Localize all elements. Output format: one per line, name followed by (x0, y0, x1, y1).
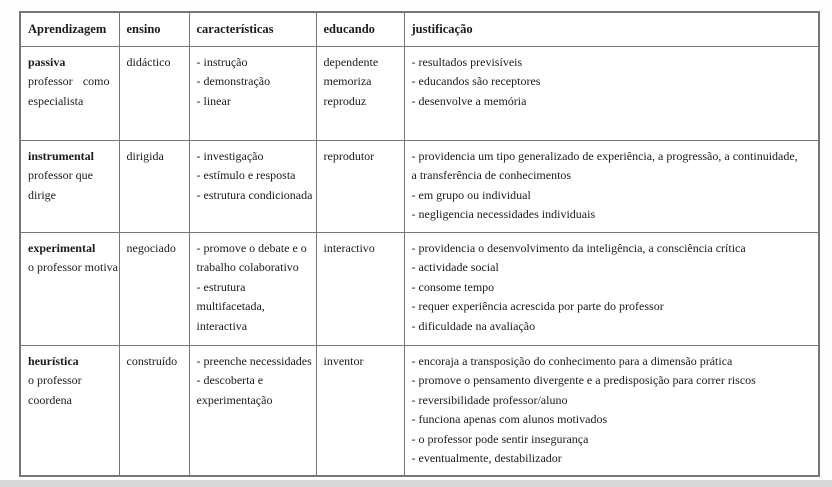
cell-ensino (119, 345, 189, 476)
column-header-ensino: ensino (119, 12, 189, 46)
cell-line: experimentação (196, 392, 273, 407)
cell-justificacao (404, 345, 819, 476)
column-header-caracteristicas: características (189, 12, 316, 46)
cell-line: - requer experiência acrescida por parte do professor (411, 299, 664, 313)
cell-educando (316, 345, 404, 476)
cell-aprendizagem (20, 232, 119, 345)
cell-aprendizagem (20, 140, 119, 232)
cell-line: didáctico (126, 54, 171, 69)
cell-line: - educandos são receptores (411, 74, 541, 88)
cell-line: reprodutor (323, 148, 375, 163)
cell-caracteristicas (189, 140, 316, 232)
cell-aprendizagem (20, 345, 119, 476)
cell-line: - promove o debate e o (196, 240, 307, 255)
cell-line: construído (126, 353, 178, 368)
cell-line: - resultados previsíveis (411, 54, 523, 69)
cell-line: experimental (28, 240, 96, 255)
cell-caracteristicas (189, 232, 316, 345)
cell-line: negociado (126, 240, 176, 255)
cell-line: - actividade social (411, 260, 499, 274)
cell-line: - descoberta e (196, 373, 264, 387)
table-header (20, 12, 819, 46)
cell-line: trabalho colaborativo (196, 260, 299, 274)
cell-line: - providencia um tipo generalizado de experiência, a progressão, a continuidade, (411, 148, 798, 163)
column-header-aprendizagem: Aprendizagem (20, 12, 119, 46)
cell-line: - promove o pensamento divergente e a predisposição para correr riscos (411, 373, 756, 387)
cell-line: - linear (196, 93, 231, 108)
cell-line: coordena (28, 392, 72, 407)
cell-line: - dificuldade na avaliação (411, 318, 536, 333)
cell-line: - estrutura condicionada (196, 187, 313, 202)
cell-justificacao (404, 46, 819, 140)
cell-line: - o professor pode sentir insegurança (411, 431, 589, 446)
table-body (20, 46, 819, 476)
cell-educando (316, 232, 404, 345)
table-row (20, 46, 819, 140)
cell-line: multifacetada, (196, 299, 265, 313)
cell-line: interactiva (196, 318, 248, 333)
cell-line: inventor (323, 353, 364, 368)
cell-line: - encoraja a transposição do conhecimento para a dimensão prática (411, 353, 733, 368)
cell-caracteristicas (189, 345, 316, 476)
cell-educando (316, 140, 404, 232)
cell-line: - em grupo ou individual (411, 187, 531, 202)
cell-line: memoriza (323, 74, 372, 88)
cell-line: especialista (28, 93, 84, 108)
cell-line: - reversibilidade professor/aluno (411, 392, 568, 407)
cell-line: dependente (323, 54, 379, 69)
cell-ensino (119, 46, 189, 140)
cell-line: o professor (28, 373, 82, 387)
table-row (20, 140, 819, 232)
cell-justificacao (404, 232, 819, 345)
cell-line: - providencia o desenvolvimento da inteligência, a consciência crítica (411, 240, 746, 255)
cell-line: passiva (28, 54, 66, 69)
cell-educando (316, 46, 404, 140)
cell-line: - negligencia necessidades individuais (411, 207, 596, 221)
cell-line: a transferência de conhecimentos (411, 168, 572, 182)
column-header-justificacao: justificação (404, 12, 819, 46)
cell-line: - eventualmente, destabilizador (411, 451, 562, 465)
cell-justificacao (404, 140, 819, 232)
cell-line: professor como (28, 74, 110, 88)
cell-caracteristicas (189, 46, 316, 140)
cell-ensino (119, 232, 189, 345)
cell-line: - investigação (196, 148, 264, 163)
column-header-educando: educando (316, 12, 404, 46)
cell-line: heurística (28, 353, 79, 368)
cell-line: - consome tempo (411, 279, 495, 294)
table-row (20, 232, 819, 345)
cell-line: instrumental (28, 148, 94, 163)
cell-line: - demonstração (196, 74, 271, 88)
cell-line: o professor motiva (28, 260, 118, 274)
page-bottom-edge (0, 480, 832, 487)
table-row (20, 345, 819, 476)
cell-line: reproduz (323, 93, 367, 108)
cell-line: - desenvolve a memória (411, 93, 527, 108)
cell-line: - instrução (196, 54, 248, 69)
cell-line: interactivo (323, 240, 375, 255)
cell-line: - estímulo e resposta (196, 168, 296, 182)
cell-line: - estrutura (196, 279, 246, 294)
cell-line: professor que (28, 168, 93, 182)
cell-line: dirigida (126, 148, 164, 163)
learning-approaches-table (19, 11, 820, 477)
cell-aprendizagem (20, 46, 119, 140)
cell-line: - funciona apenas com alunos motivados (411, 412, 608, 426)
cell-ensino (119, 140, 189, 232)
cell-line: dirige (28, 187, 56, 202)
cell-line: - preenche necessidades (196, 353, 312, 368)
header-row (20, 12, 819, 46)
